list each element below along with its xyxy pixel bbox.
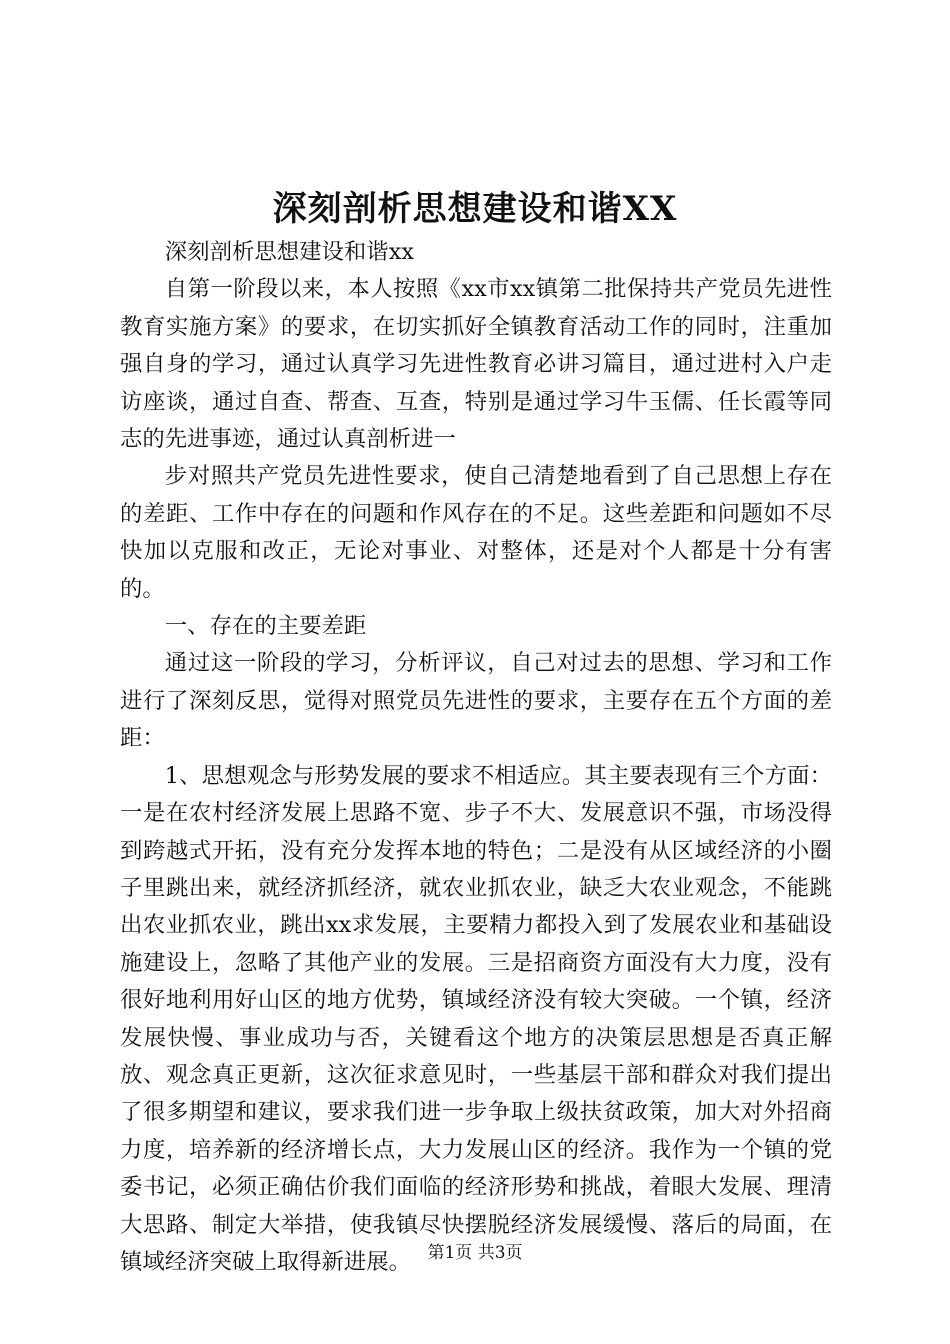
- page-footer: 第1页 共3页: [427, 1243, 523, 1263]
- paragraph-subtitle: 深刻剖析思想建设和谐xx: [164, 239, 414, 265]
- paragraph-reflection: 通过这一阶段的学习，分析评议，自己对过去的思想、学习和工作进行了深刻反思，觉得对照党员先进性的要求，主要存在五个方面的差距：: [120, 650, 832, 752]
- paragraph-intro: 自第一阶段以来，本人按照《xx市xx镇第二批保持共产党员先进性教育实施方案》的要求，在切实抓好全镇教育活动工作的同时，注重加强自身的学习，通过认真学习先进性教育必讲习篇目，通过进村入户走访座谈，通过自查、帮查、互查，特别是通过学习牛玉儒、任长霞等同志的先进事迹，通过认真剖析进一: [120, 276, 832, 453]
- document-body: [120, 234, 832, 1281]
- paragraph-continuation: 步对照共产党员先进性要求，使自己清楚地看到了自己思想上存在的差距、工作中存在的问题和作风存在的不足。这些差距和问题如不尽快加以克服和改正，无论对事业、对整体，还是对个人都是十分有害的。: [120, 463, 832, 602]
- document-title: 深刻剖析思想建设和谐XX: [272, 189, 678, 229]
- section-heading: 一、存在的主要差距: [164, 613, 367, 640]
- paragraph-point-1: 1、思想观念与形势发展的要求不相适应。其主要表现有三个方面：一是在农村经济发展上思路不宽、步子不大、发展意识不强，市场没得到跨越式开拓，没有充分发挥本地的特色；二是没有从区域经济的小圈子里跳出来，就经济抓经济，就农业抓农业，缺乏大农业观念，不能跳出农业抓农业，跳出xx求发展，主要精力都投入到了发展农业和基础设施建设上，忽略了其他产业的发展。三是招商资方面没有大力度，没有很好地利用好山区的地方优势，镇域经济没有较大突破。一个镇，经济发展快慢、事业成功与否，关键看这个地方的决策层思想是否真正解放、观念真正更新，这次征求意见时，一些基层干部和群众对我们提出了很多期望和建议，要求我们进一步争取上级扶贫政策，加大对外招商力度，培养新的经济增长点，大力发展山区的经济。我作为一个镇的党委书记，必须正确估价我们面临的经济形势和挑战，着眼大发展、理清大思路、制定大举措，使我镇尽快摆脱经济发展缓慢、落后的局面，在镇域经济突破上取得新进展。: [120, 762, 832, 1275]
